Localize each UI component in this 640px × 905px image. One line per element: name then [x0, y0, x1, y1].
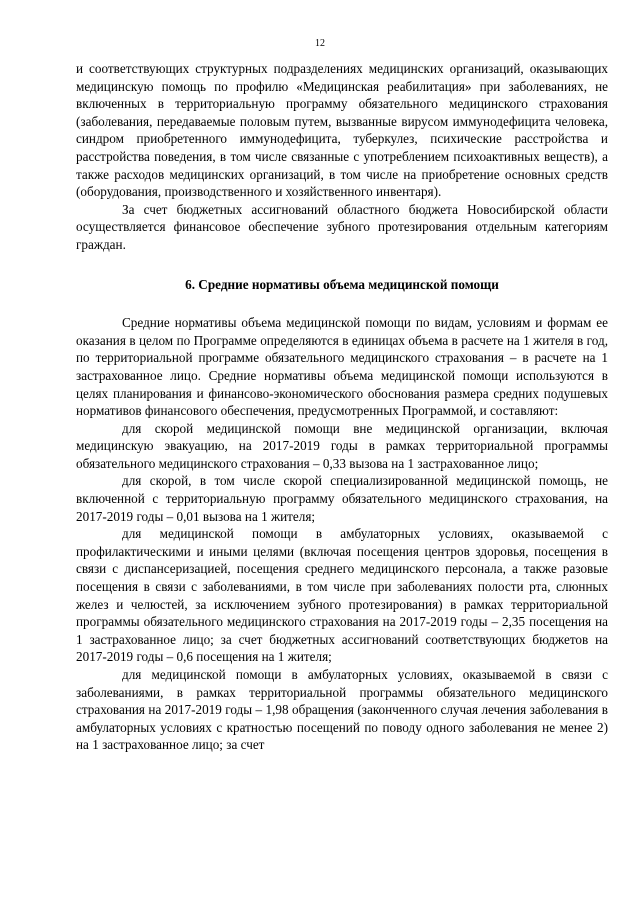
- page-number: 12: [315, 38, 325, 49]
- paragraph-outpatient-disease: для медицинской помощи в амбулаторных условиях, оказываемой в связи с заболеваниями, в рамках территориальной программы обязательного медицинского страхования на 2017-2019 годы – 1,98 обращения (законченного случая лечения заболевания в амбулаторных условиях с кратностью посещений по поводу одного заболевания не менее 2) на 1 застрахованное лицо; за счет: [76, 667, 608, 753]
- document-body: [76, 60, 608, 754]
- paragraph-specialized-emergency: для скорой, в том числе скорой специализированной медицинской помощь, не включенной с территориальную программу обязательного медицинского страхования, на 2017-2019 годы – 0,01 вызова на 1 жителя;: [76, 473, 608, 524]
- paragraph-norms-intro: Средние нормативы объема медицинской помощи по видам, условиям и формам ее оказания в целом по Программе определяются в единицах объема в расчете на 1 жителя в год, по территориальной программе обязательного медицинского страхования – в расчете на 1 застрахованное лицо. Средние нормативы объема медицинской помощи используются в целях планирования и финансово-экономического обоснования размера средних подушевых нормативов финансового обеспечения, предусмотренных Программой, и составляют:: [76, 315, 608, 419]
- paragraph-dental-prosthetics: За счет бюджетных ассигнований областного бюджета Новосибирской области осуществляется финансовое обеспечение зубного протезирования отдельным категориям граждан.: [76, 201, 608, 252]
- paragraph-outpatient-preventive: для медицинской помощи в амбулаторных условиях, оказываемой с профилактическими и иными целями (включая посещения центров здоровья, посещения в связи с диспансеризацией, посещения среднего медицинского персонала, а также разовые посещения в связи с заболеваниями, в том числе при заболеваниях полости рта, слюнных желез и челюстей, за исключением зубного протезирования) в рамках территориальной программы обязательного медицинского страхования на 2017-2019 годы – 2,35 посещения на 1 застрахованное лицо; за счет бюджетных ассигнований соответствующих бюджетов на 2017-2019 годы – 0,6 посещения на 1 жителя;: [76, 526, 608, 665]
- paragraph-emergency-care: для скорой медицинской помощи вне медицинской организации, включая медицинскую эвакуацию, на 2017-2019 годы в рамках территориальной программы обязательного медицинского страхования – 0,33 вызова на 1 застрахованное лицо;: [76, 420, 608, 471]
- paragraph-prior-continuation: и соответствующих структурных подразделениях медицинских организаций, оказывающих медицинскую помощь по профилю «Медицинская реабилитация» при заболеваниях, не включенных в территориальную программу обязательного медицинского страхования (заболевания, передаваемые половым путем, вызванные вирусом иммунодефицита человека, синдром приобретенного иммунодефицита, туберкулез, психические расстройства и расстройства поведения, в том числе связанные с употреблением психоактивных веществ), а также расходов медицинских организаций, в том числе на приобретение основных средств (оборудования, производственного и хозяйственного инвентаря).: [76, 61, 608, 200]
- section-heading: 6. Средние нормативы объема медицинской помощи: [185, 276, 499, 292]
